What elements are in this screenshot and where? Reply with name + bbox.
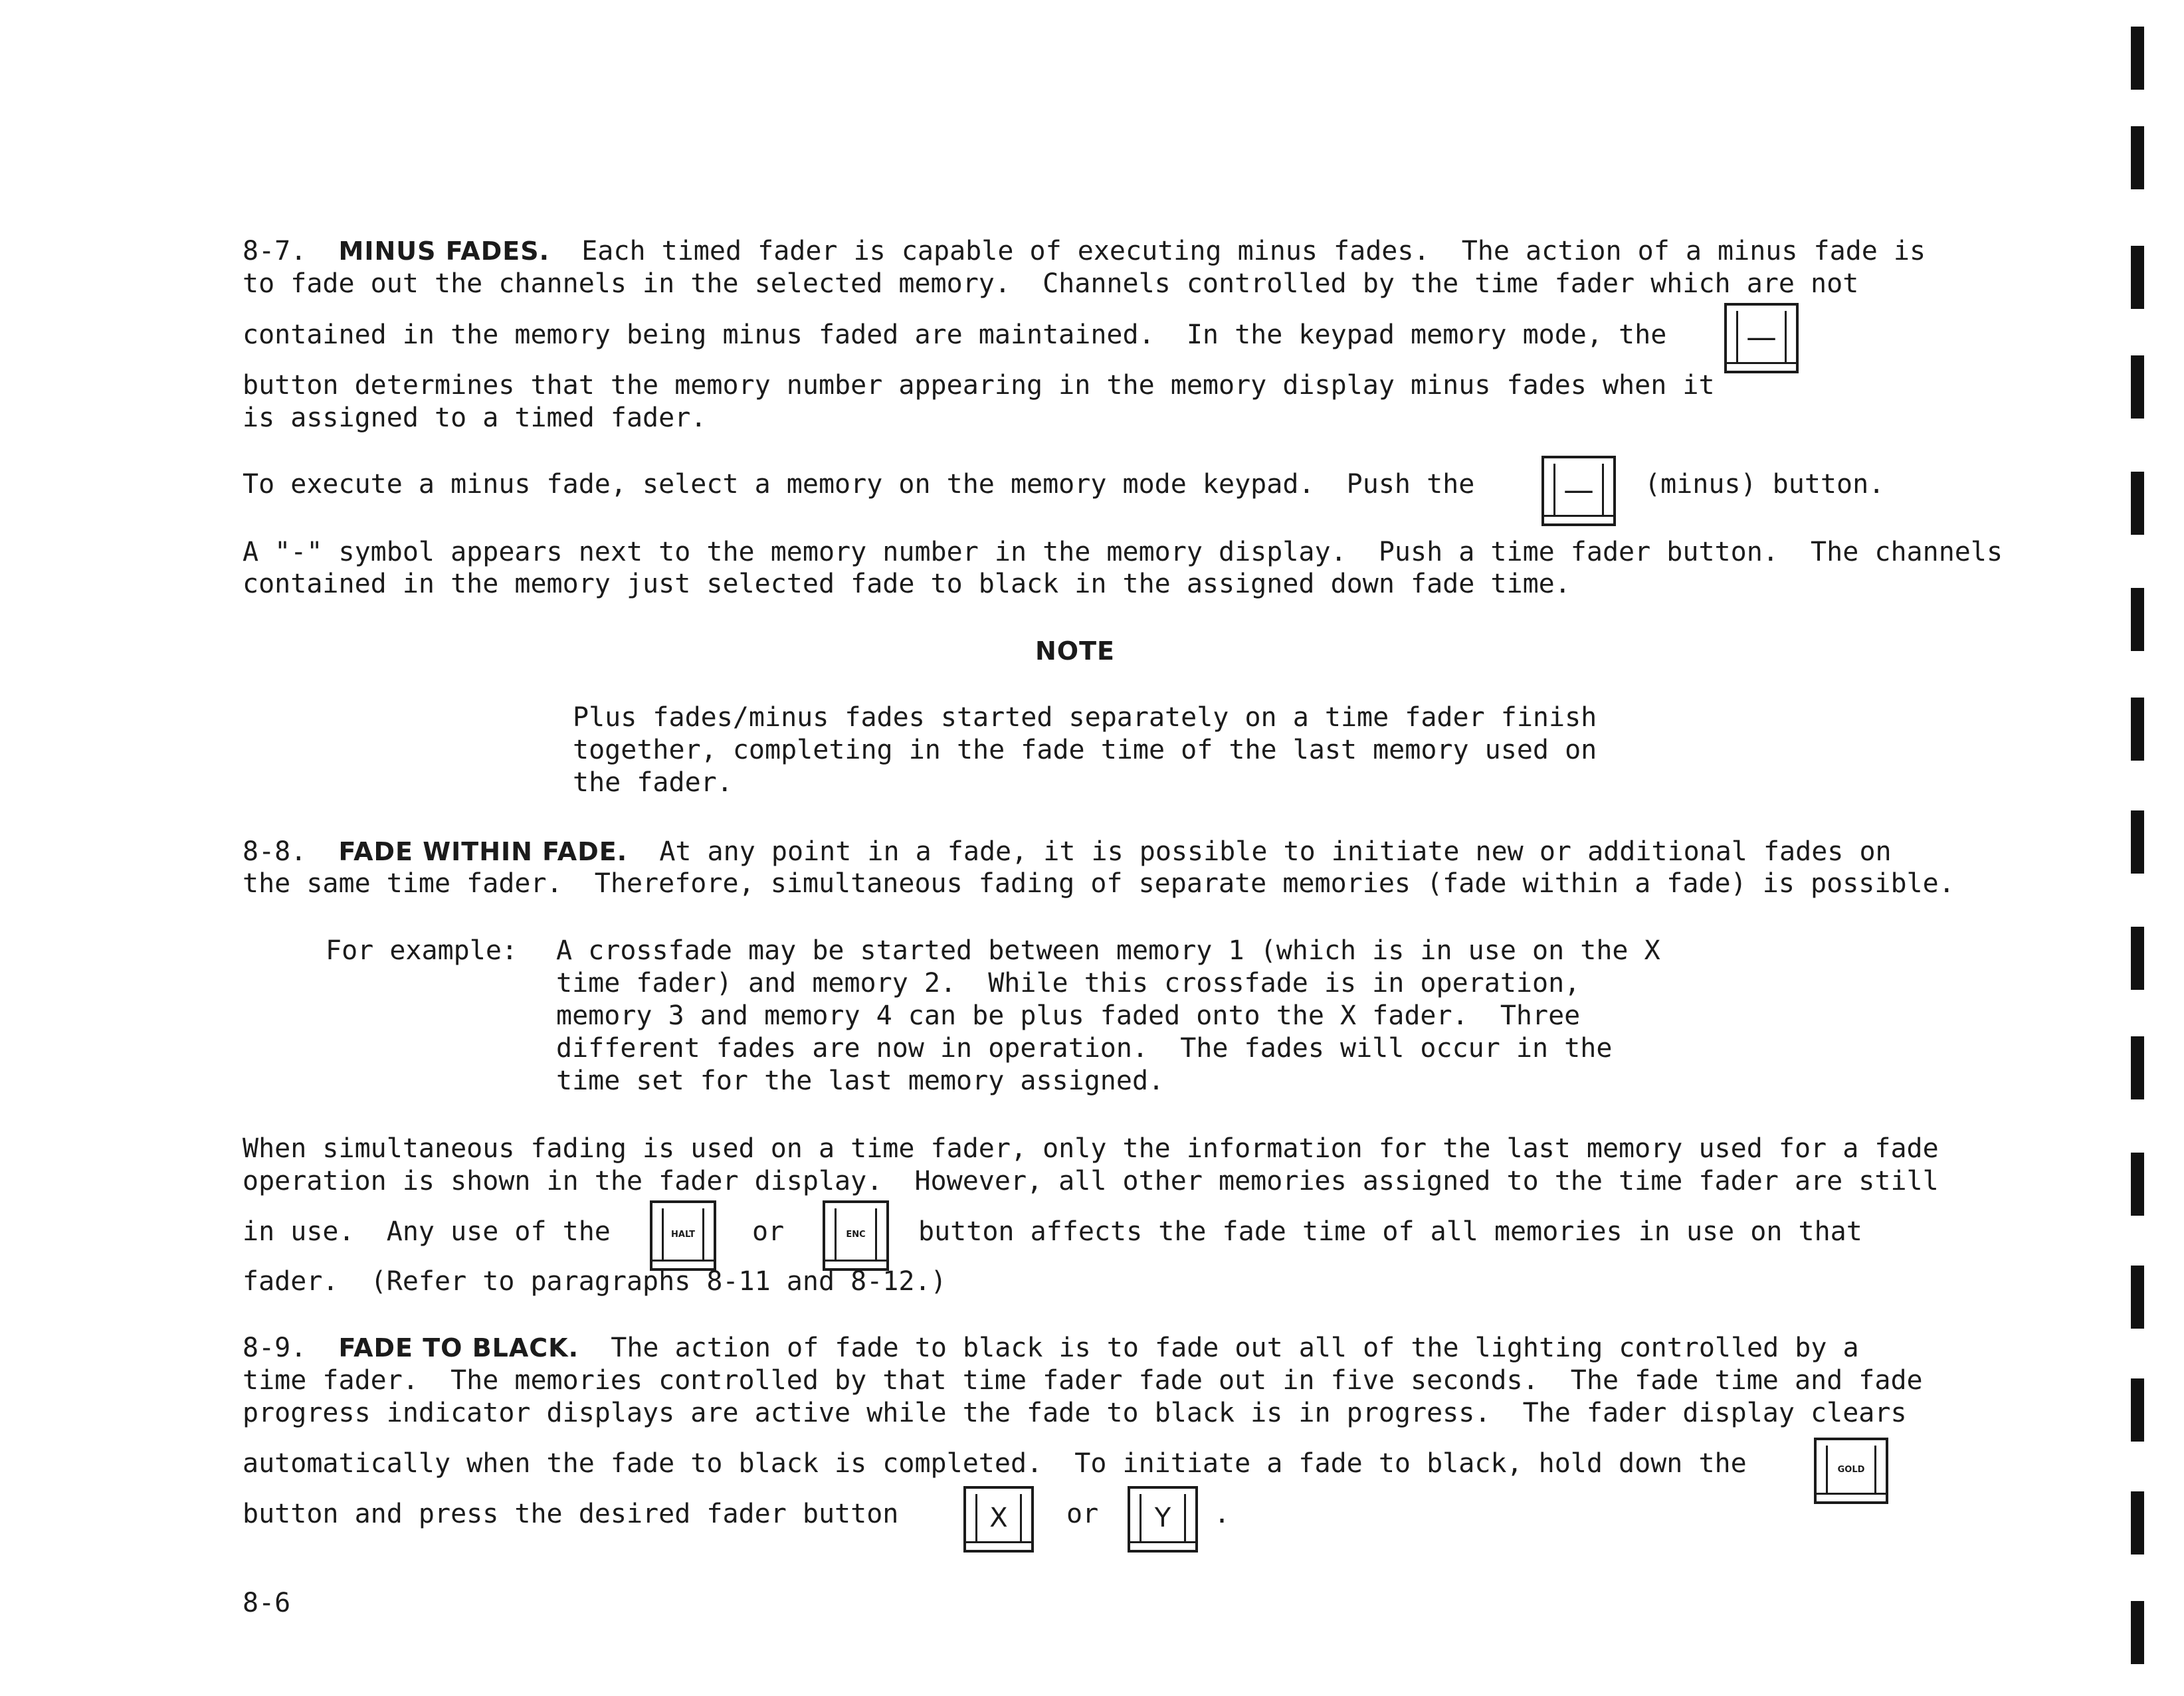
x-key-label: X <box>989 1503 1008 1533</box>
s89-line1 <box>243 1333 1859 1363</box>
s89-line5-or: or <box>1066 1499 1099 1529</box>
halt-key-label: HALT <box>671 1229 695 1240</box>
example-line2: time fader) and memory 2. While this crossfade is in operation, <box>556 968 1581 998</box>
binding-mark <box>2131 1266 2144 1329</box>
note-line1: Plus fades/minus fades started separately on a time fader finish <box>573 702 1597 733</box>
s88-number: 8-8. <box>243 836 307 867</box>
minus-key-icon <box>1724 303 1799 373</box>
binding-mark <box>2131 355 2144 419</box>
minus-key-icon-2 <box>1541 456 1616 526</box>
s88-para3-line3-part1: in use. Any use of the <box>243 1216 611 1247</box>
example-line3: memory 3 and memory 4 can be plus faded onto the X fader. Three <box>556 1000 1581 1031</box>
s89-line3: progress indicator displays are active while the fade to black is in progress. The fader display clears <box>243 1398 1907 1428</box>
note-line3: the fader. <box>573 767 733 798</box>
s88-para3-line2: operation is shown in the fader display. However, all other memories assigned to the time fader are still <box>243 1166 1939 1196</box>
minus-key-label: — <box>1746 319 1777 355</box>
s88-para3-line3-or: or <box>752 1216 785 1247</box>
binding-mark <box>2131 126 2144 189</box>
s87-para2-part1: To execute a minus fade, select a memory on the memory mode keypad. Push the <box>243 469 1475 500</box>
binding-mark <box>2131 1153 2144 1216</box>
s87-line5: is assigned to a timed fader. <box>243 403 707 433</box>
x-key-icon <box>963 1486 1034 1553</box>
gold-key-label: GOLD <box>1837 1464 1865 1475</box>
s87-line1 <box>243 236 1926 266</box>
y-key-label: Y <box>1154 1503 1171 1533</box>
s87-para3-line2: contained in the memory just selected fade to black in the assigned down fade time. <box>243 569 1571 599</box>
s88-para3-line3-part3: button affects the fade time of all memories in use on that <box>918 1216 1862 1247</box>
binding-mark <box>2131 1378 2144 1442</box>
binding-mark <box>2131 810 2144 874</box>
page-number: 8-6 <box>243 1588 291 1618</box>
s87-number: 8-7. <box>243 236 307 266</box>
s88-para3-line1: When simultaneous fading is used on a time fader, only the information for the last memory used for a fade <box>243 1133 1939 1164</box>
s87-line2: to fade out the channels in the selected memory. Channels controlled by the time fader which are not <box>243 268 1859 299</box>
minus-key-label-2: — <box>1563 472 1594 508</box>
s87-para2-part2: (minus) button. <box>1644 469 1885 500</box>
s89-line1-text: The action of fade to black is to fade out all of the lighting controlled by a <box>611 1333 1859 1363</box>
note-line2: together, completing in the fade time of the last memory used on <box>573 735 1597 765</box>
s87-para3-line1: A "-" symbol appears next to the memory number in the memory display. Push a time fader button. The channels <box>243 537 2003 567</box>
s88-line2: the same time fader. Therefore, simultaneous fading of separate memories (fade within a fade) is possible. <box>243 868 1955 899</box>
binding-mark <box>2131 472 2144 535</box>
s88-para3-line4: fader. (Refer to paragraphs 8-11 and 8-12.) <box>243 1266 947 1297</box>
s89-number: 8-9. <box>243 1333 307 1363</box>
example-line1: A crossfade may be started between memory 1 (which is in use on the X <box>556 935 1660 966</box>
s87-line4: button determines that the memory number appearing in the memory display minus fades when it <box>243 370 1715 401</box>
s89-heading: FADE TO BLACK. <box>338 1333 579 1363</box>
example-label: For example: <box>326 935 518 966</box>
binding-mark <box>2131 1491 2144 1555</box>
enc-key-label: ENC <box>846 1229 866 1240</box>
s88-line1-text: At any point in a fade, it is possible to initiate new or additional fades on <box>659 836 1892 867</box>
s87-line1-text: Each timed fader is capable of executing minus fades. The action of a minus fade is <box>581 236 1926 266</box>
example-line4: different fades are now in operation. The fades will occur in the <box>556 1033 1613 1064</box>
note-title: NOTE <box>1035 636 1115 666</box>
binding-mark <box>2131 1036 2144 1099</box>
gold-key-icon <box>1814 1438 1888 1504</box>
s88-line1 <box>243 836 1892 867</box>
binding-mark <box>2131 588 2144 651</box>
enc-key-icon <box>823 1200 889 1271</box>
s89-line5-period: . <box>1214 1499 1231 1529</box>
s89-line4: automatically when the fade to black is completed. To initiate a fade to black, hold down the <box>243 1448 1747 1479</box>
binding-mark <box>2131 1601 2144 1664</box>
binding-mark <box>2131 927 2144 990</box>
binding-mark <box>2131 27 2144 90</box>
binding-mark <box>2131 698 2144 761</box>
halt-key-icon <box>650 1200 716 1271</box>
example-line5: time set for the last memory assigned. <box>556 1066 1165 1096</box>
s88-heading: FADE WITHIN FADE. <box>338 837 628 866</box>
s87-line3: contained in the memory being minus faded are maintained. In the keypad memory mode, the <box>243 320 1667 350</box>
binding-mark <box>2131 246 2144 309</box>
y-key-icon <box>1128 1486 1198 1553</box>
s87-heading: MINUS FADES. <box>338 236 550 266</box>
s89-line5-part1: button and press the desired fader button <box>243 1499 899 1529</box>
s89-line2: time fader. The memories controlled by that time fader fade out in five seconds. The fade time and fade <box>243 1365 1923 1396</box>
